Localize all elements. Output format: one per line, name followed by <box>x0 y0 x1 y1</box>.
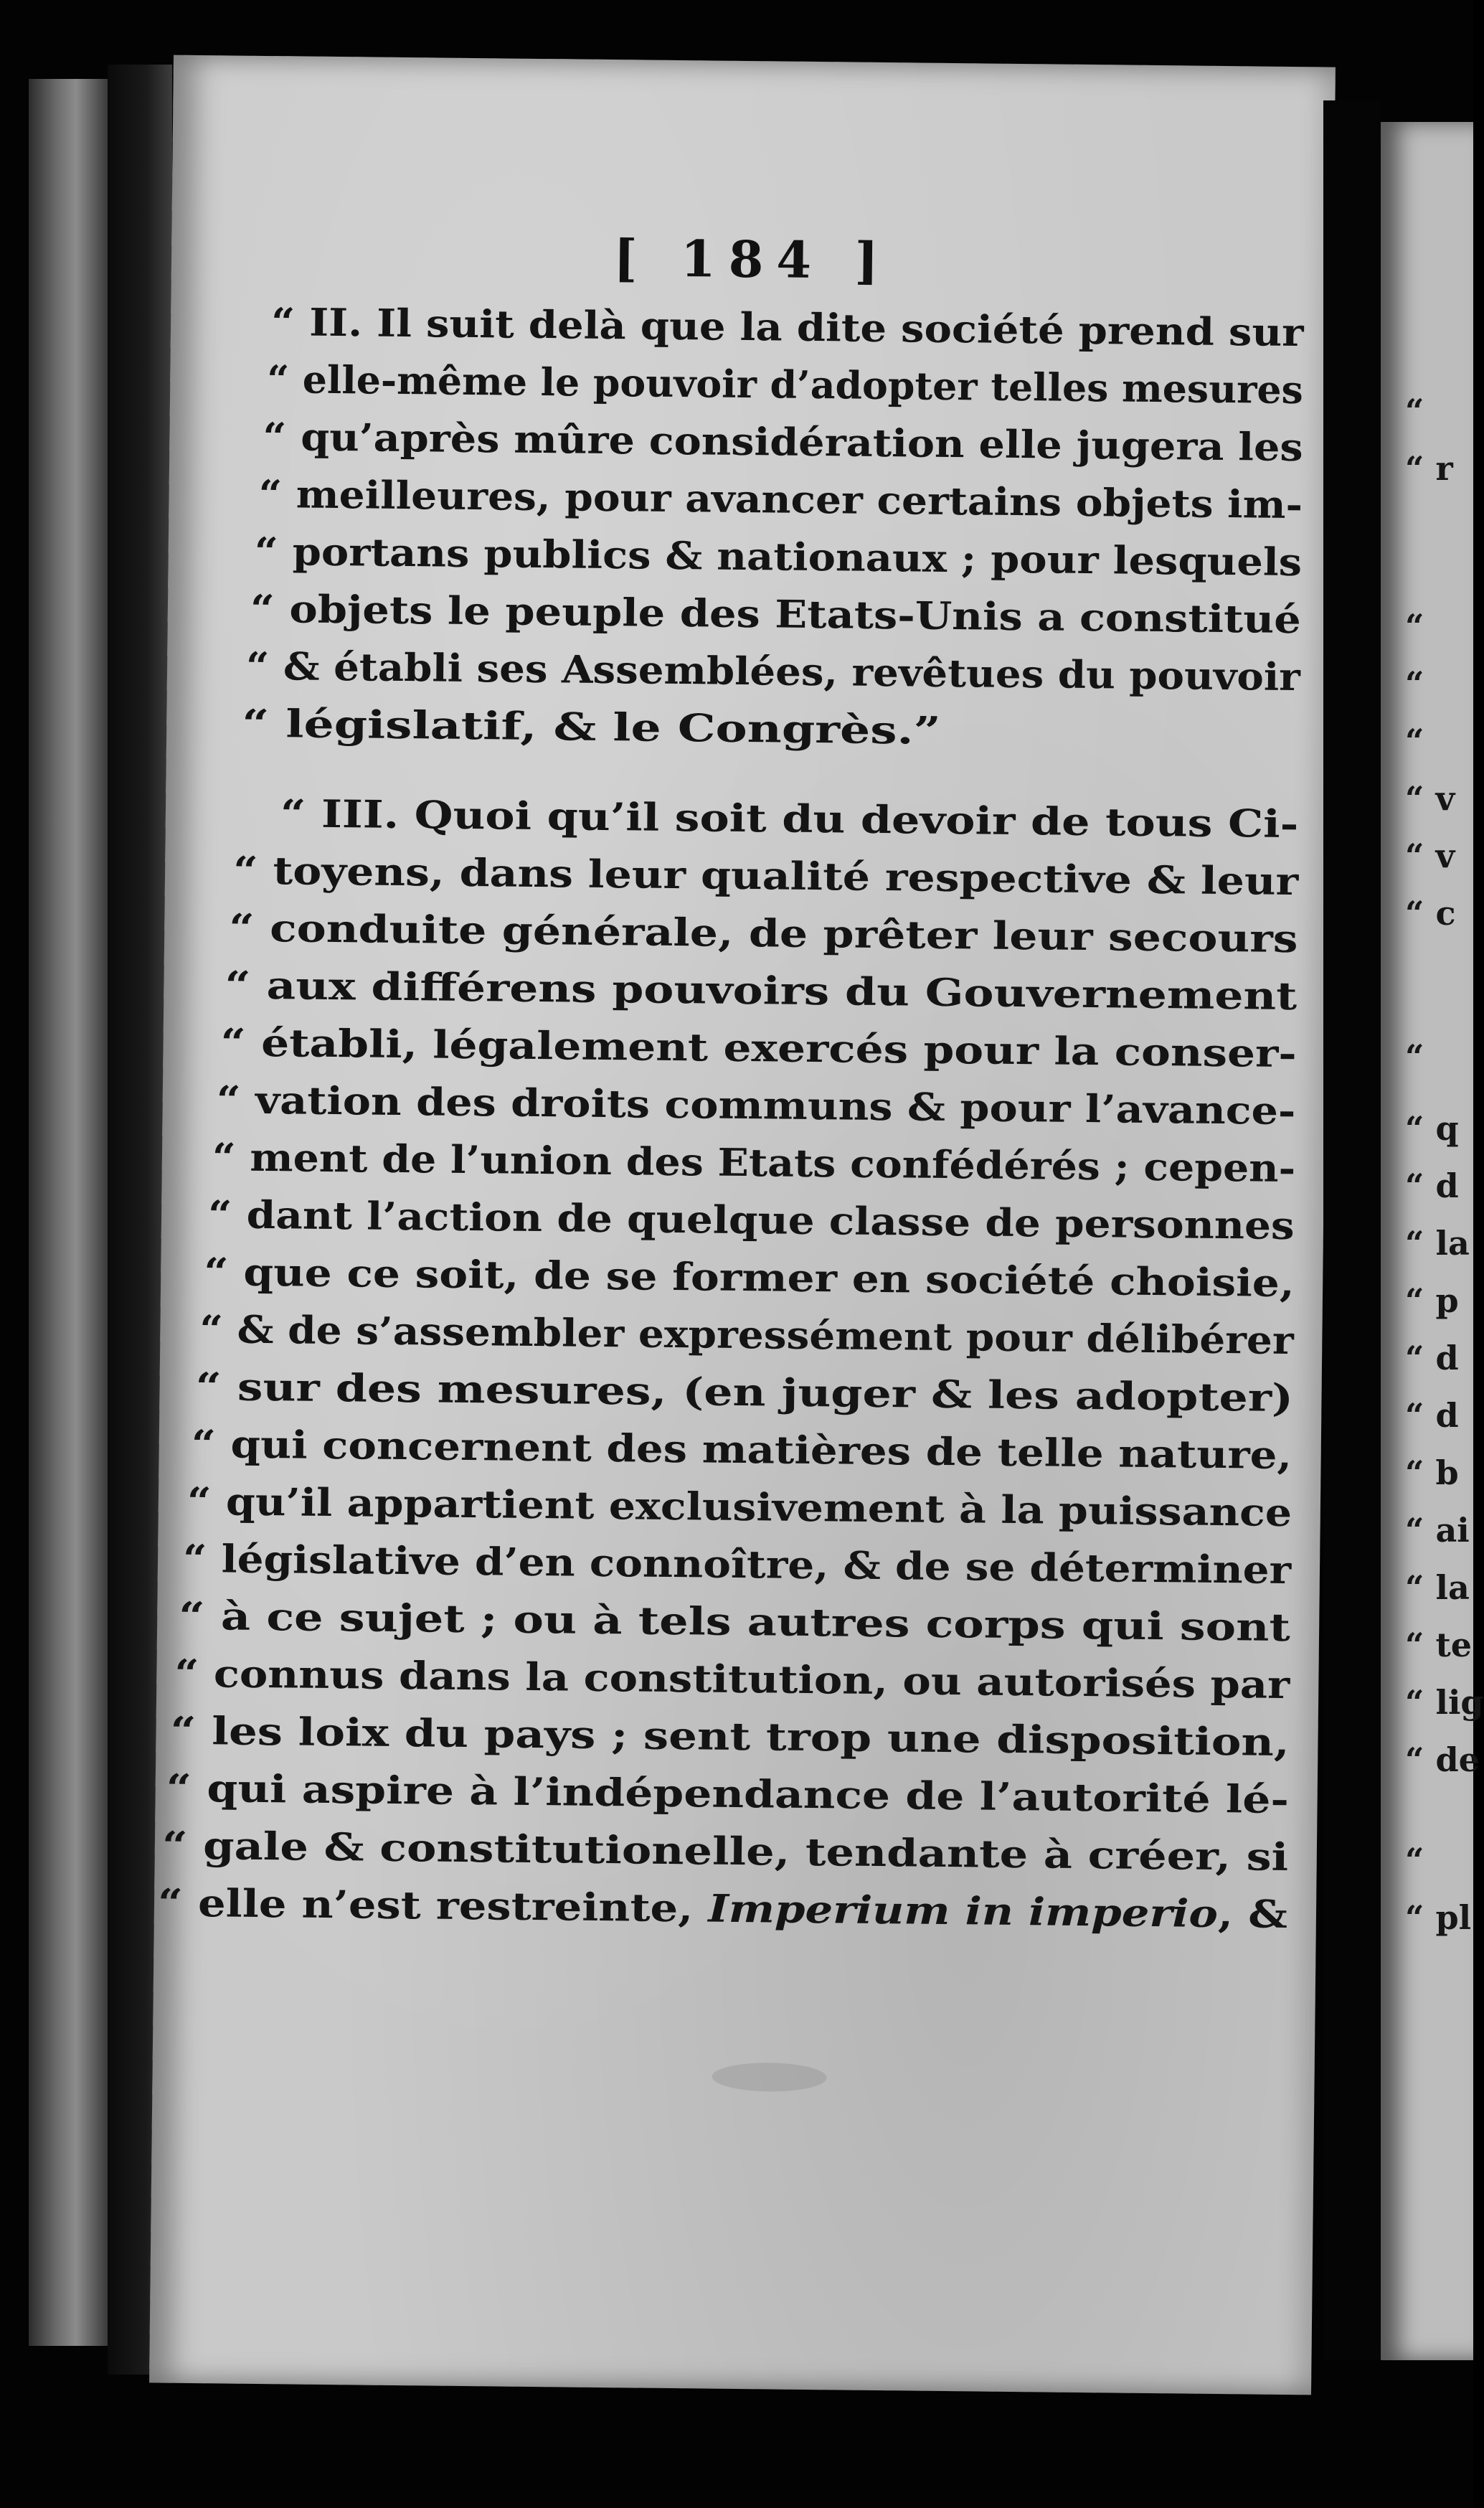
text-line: “ gale & constitutionelle, tendante à créer, si <box>161 1823 1289 1880</box>
facing-fragment: “ v <box>1405 779 1455 818</box>
text-line: “ que ce soit, de se former en société choisie, <box>203 1250 1295 1306</box>
text-line: “ qui aspire à l’indépendance de l’autorité lé- <box>166 1766 1290 1823</box>
page-gutter <box>1323 100 1381 2360</box>
facing-fragment: “ b <box>1405 1453 1459 1492</box>
page-smudge <box>712 2062 826 2093</box>
facing-fragment: “ c <box>1405 894 1456 933</box>
facing-fragment: “ <box>1405 664 1424 703</box>
text-line: “ & de s’assembler expressément pour délibérer <box>199 1307 1294 1364</box>
facing-fragment: “ la <box>1405 1224 1470 1263</box>
text-line: “ qui concernent des matières de telle nature, <box>191 1421 1292 1479</box>
text-line: “ toyens, dans leur qualité respective & leur <box>232 848 1299 905</box>
facing-fragment: “ pl <box>1405 1898 1472 1937</box>
text-line: “ III. Quoi qu’il soit du devoir de tous Ci- <box>280 791 1299 847</box>
text-line: “ aux différens pouvoirs du Gouvernement <box>225 963 1298 1019</box>
facing-fragment: “ lig <box>1405 1683 1484 1722</box>
text-line: “ qu’il appartient exclusivement à la puissance <box>186 1479 1292 1536</box>
facing-fragment: “ <box>1405 392 1424 430</box>
text-line: “ vation des droits communs & pour l’avance- <box>216 1078 1296 1134</box>
facing-fragment: “ v <box>1405 836 1455 875</box>
text-line: “ portans publics & nationaux ; pour lesquels <box>254 529 1303 585</box>
text-segment: “ elle n’est restreinte, <box>157 1880 709 1931</box>
facing-fragment: “ p <box>1405 1281 1459 1320</box>
facing-fragment: “ te <box>1405 1626 1472 1664</box>
text-segment: , & <box>1217 1891 1288 1938</box>
text-line: “ sur des mesures, (en juger & les adopter) <box>195 1364 1294 1421</box>
facing-page-fragment <box>1381 122 1484 2360</box>
text-line: “ conduite générale, de prêter leur secours <box>228 905 1298 962</box>
text-line: “ connus dans la constitution, ou autorisés par <box>174 1651 1290 1708</box>
text-line: “ & établi ses Assemblées, revêtues du pouvoir <box>245 644 1301 700</box>
facing-fragment: “ ai <box>1405 1511 1470 1550</box>
text-line: “ législative d’en connoître, & de se déterminer <box>182 1536 1292 1593</box>
text-line: “ dant l’action de quelque classe de personnes <box>207 1192 1295 1249</box>
facing-fragment: “ d <box>1405 1396 1459 1435</box>
facing-fragment: “ d <box>1405 1166 1459 1205</box>
facing-fragment: “ r <box>1405 449 1453 488</box>
facing-fragment: “ d <box>1405 1339 1459 1377</box>
text-line: “ les loix du pays ; sent trop une disposition, <box>170 1708 1290 1766</box>
text-line: “ législatif, & le Congrès.” <box>241 701 942 753</box>
italic-phrase: Imperium in imperio <box>708 1886 1219 1936</box>
facing-fragment: “ <box>1405 607 1424 646</box>
text-line: “ qu’après mûre considération elle jugera les <box>263 414 1303 471</box>
text-line: “ ment de l’union des Etats confédérés ; cepen- <box>212 1135 1296 1192</box>
book-page <box>149 55 1336 2395</box>
text-line: “ établi, légalement exercés pour la conser- <box>220 1020 1298 1077</box>
facing-fragment: “ <box>1405 1037 1424 1076</box>
facing-fragment: “ la <box>1405 1568 1470 1607</box>
text-line: “ à ce sujet ; ou à tels autres corps qui sont <box>178 1593 1291 1651</box>
facing-fragment: “ q <box>1405 1109 1459 1148</box>
text-line: “ elle-même le pouvoir d’adopter telles mesures <box>266 357 1304 413</box>
text-line-last <box>157 1880 1288 1938</box>
facing-fragment: “ de <box>1405 1740 1480 1779</box>
page-number: [ 184 ] <box>613 228 892 291</box>
text-line: “ objets le peuple des Etats-Unis a constitué <box>250 586 1302 643</box>
left-page-edge <box>29 79 108 2346</box>
text-line: “ meilleures, pour avancer certains objets im- <box>258 471 1303 528</box>
text-line: “ II. Il suit delà que la dite société prend sur <box>270 300 1304 356</box>
facing-fragment: “ <box>1405 722 1424 760</box>
facing-fragment: “ <box>1405 1841 1424 1880</box>
